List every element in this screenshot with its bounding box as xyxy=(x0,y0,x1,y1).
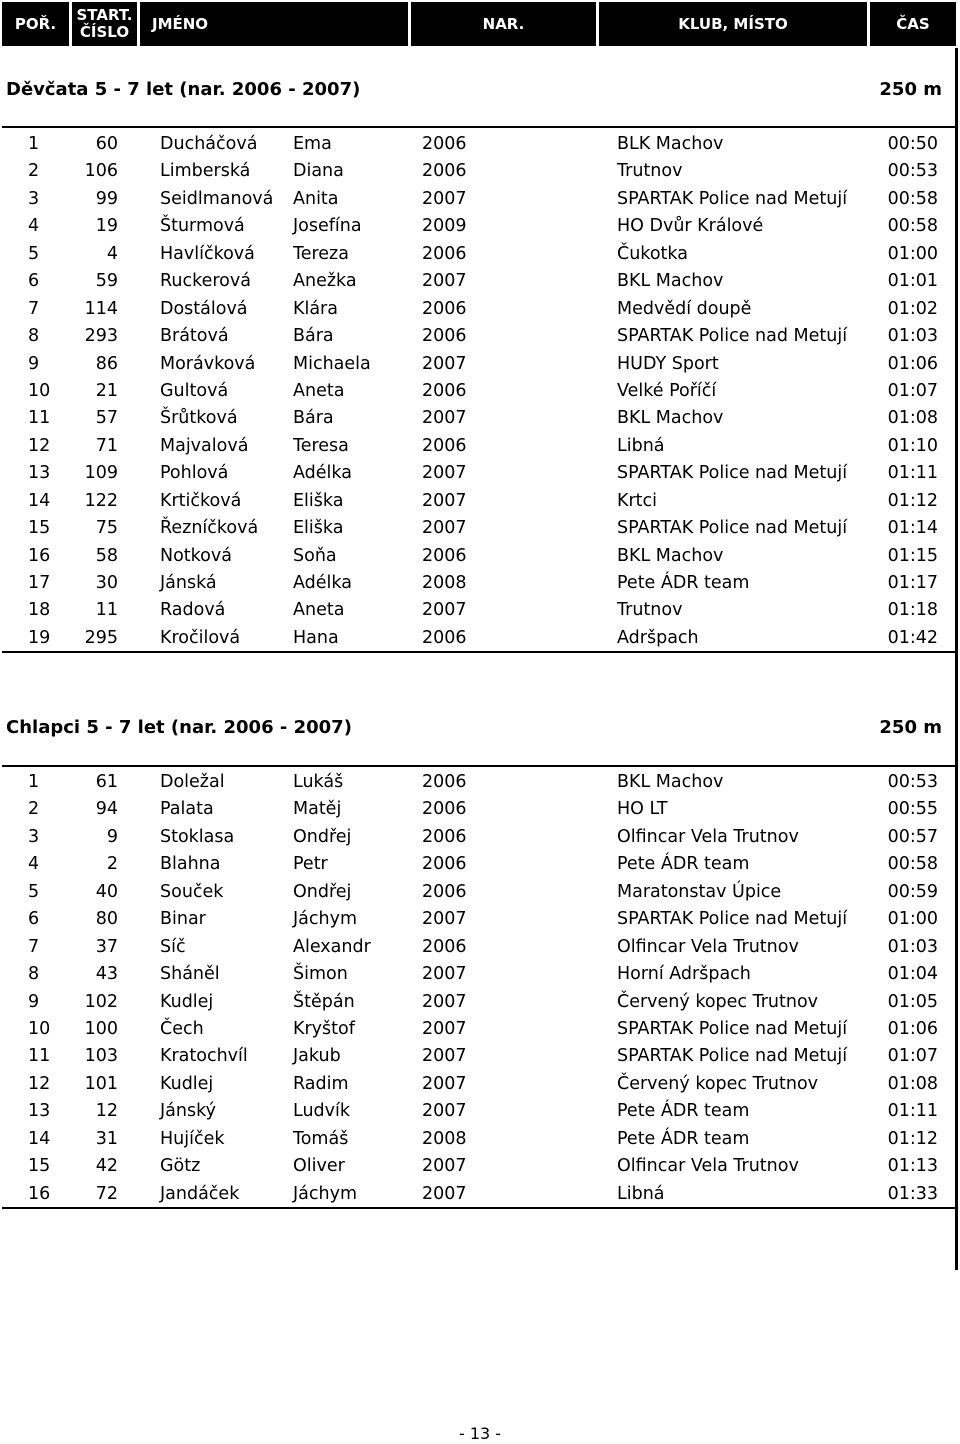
first-name-cell: Petr xyxy=(293,854,328,875)
table-row xyxy=(0,961,960,988)
table-row xyxy=(0,158,960,185)
first-name-cell: Ondřej xyxy=(293,881,352,902)
first-name-cell: Jáchym xyxy=(293,909,358,930)
time-cell: 01:08 xyxy=(887,1073,938,1094)
table-row xyxy=(0,131,960,158)
club-cell: Adršpach xyxy=(617,627,699,648)
year-cell: 2007 xyxy=(422,991,467,1012)
start-number-cell: 19 xyxy=(95,216,118,237)
year-cell: 2007 xyxy=(422,188,467,209)
last-name-cell: Kratochvíl xyxy=(160,1046,248,1067)
section-title: Chlapci 5 - 7 let (nar. 2006 - 2007) xyxy=(6,717,352,738)
club-cell: SPARTAK Police nad Metují xyxy=(617,463,848,484)
start-number-cell: 102 xyxy=(84,991,118,1012)
year-cell: 2006 xyxy=(422,298,467,319)
rank-cell: 5 xyxy=(28,243,40,264)
start-number-cell: 71 xyxy=(95,435,118,456)
last-name-cell: Jandáček xyxy=(160,1183,240,1204)
rank-cell: 4 xyxy=(28,216,40,237)
start-number-cell: 2 xyxy=(106,854,118,875)
rank-cell: 11 xyxy=(28,408,51,429)
year-cell: 2007 xyxy=(422,964,467,985)
year-cell: 2006 xyxy=(422,243,467,264)
first-name-cell: Tomáš xyxy=(293,1128,349,1149)
year-cell: 2006 xyxy=(422,134,467,154)
page-number: - 13 - xyxy=(458,1424,502,1443)
start-number-cell: 80 xyxy=(95,909,118,930)
table-header xyxy=(2,2,956,46)
time-cell: 01:07 xyxy=(887,380,938,401)
club-cell: Olfincar Vela Trutnov xyxy=(617,936,799,957)
table-row xyxy=(0,879,960,906)
time-cell: 01:06 xyxy=(887,1018,938,1039)
club-cell: Velké Poříčí xyxy=(617,380,717,401)
first-name-cell: Adélka xyxy=(293,573,352,593)
rank-cell: 16 xyxy=(28,1183,51,1204)
club-cell: Pete ÁDR team xyxy=(617,1128,750,1149)
year-cell: 2007 xyxy=(422,518,467,539)
first-name-cell: Bára xyxy=(293,326,334,347)
first-name-cell: Štěpán xyxy=(293,991,355,1012)
start-number-cell: 103 xyxy=(84,1046,118,1067)
start-number-cell: 42 xyxy=(95,1156,118,1177)
table-row xyxy=(0,268,960,295)
section-distance: 250 m xyxy=(879,717,942,738)
last-name-cell: Šturmová xyxy=(160,216,245,237)
time-cell: 00:59 xyxy=(887,881,938,902)
rank-cell: 5 xyxy=(28,881,40,902)
rank-cell: 8 xyxy=(28,964,40,985)
club-cell: Červený kopec Trutnov xyxy=(617,991,819,1012)
year-cell: 2006 xyxy=(422,799,467,820)
first-name-cell: Klára xyxy=(293,298,338,319)
start-number-cell: 60 xyxy=(95,134,118,154)
start-number-cell: 11 xyxy=(95,600,118,621)
table-row xyxy=(0,1016,960,1043)
start-number-cell: 21 xyxy=(95,380,118,401)
table-row xyxy=(0,323,960,350)
last-name-cell: Pohlová xyxy=(160,463,229,484)
club-cell: Krtci xyxy=(617,490,658,511)
rank-cell: 7 xyxy=(28,298,40,319)
year-cell: 2006 xyxy=(422,826,467,847)
club-cell: Olfincar Vela Trutnov xyxy=(617,1156,799,1177)
time-cell: 01:10 xyxy=(887,435,938,456)
year-cell: 2006 xyxy=(422,627,467,648)
start-number-cell: 9 xyxy=(106,826,118,847)
rank-cell: 16 xyxy=(28,545,51,566)
first-name-cell: Ludvík xyxy=(293,1101,350,1122)
last-name-cell: Sháněl xyxy=(160,964,220,985)
start-number-cell: 31 xyxy=(95,1128,118,1149)
club-cell: BKL Machov xyxy=(617,772,724,792)
time-cell: 01:06 xyxy=(887,353,938,374)
rank-cell: 7 xyxy=(28,936,40,957)
last-name-cell: Šrůtková xyxy=(160,408,238,429)
last-name-cell: Havlíčková xyxy=(160,243,255,264)
year-cell: 2007 xyxy=(422,1046,467,1067)
last-name-cell: Götz xyxy=(160,1156,201,1177)
year-cell: 2007 xyxy=(422,271,467,292)
year-cell: 2007 xyxy=(422,463,467,484)
year-cell: 2007 xyxy=(422,490,467,511)
club-cell: SPARTAK Police nad Metují xyxy=(617,518,848,539)
time-cell: 00:58 xyxy=(887,854,938,875)
first-name-cell: Kryštof xyxy=(293,1018,355,1039)
rank-cell: 19 xyxy=(28,627,51,648)
rank-cell: 17 xyxy=(28,573,51,593)
year-cell: 2007 xyxy=(422,1183,467,1204)
header-club: KLUB, MÍSTO xyxy=(599,2,870,46)
rank-cell: 2 xyxy=(28,799,40,820)
club-cell: SPARTAK Police nad Metují xyxy=(617,188,848,209)
first-name-cell: Jakub xyxy=(293,1046,341,1067)
club-cell: SPARTAK Police nad Metují xyxy=(617,326,848,347)
club-cell: Červený kopec Trutnov xyxy=(617,1073,819,1094)
first-name-cell: Diana xyxy=(293,161,344,182)
time-cell: 01:03 xyxy=(887,326,938,347)
time-cell: 01:12 xyxy=(887,490,938,511)
rank-cell: 14 xyxy=(28,490,51,511)
year-cell: 2007 xyxy=(422,600,467,621)
first-name-cell: Aneta xyxy=(293,600,345,621)
rank-cell: 4 xyxy=(28,854,40,875)
last-name-cell: Radová xyxy=(160,600,226,621)
first-name-cell: Adélka xyxy=(293,463,352,484)
table-row xyxy=(0,378,960,405)
last-name-cell: Doležal xyxy=(160,772,225,792)
table-row xyxy=(0,296,960,323)
time-cell: 01:01 xyxy=(887,271,938,292)
first-name-cell: Soňa xyxy=(293,545,337,566)
club-cell: SPARTAK Police nad Metují xyxy=(617,1046,848,1067)
table-row xyxy=(0,796,960,823)
last-name-cell: Notková xyxy=(160,545,232,566)
header-name: JMÉNO xyxy=(140,2,411,46)
time-cell: 01:03 xyxy=(887,936,938,957)
start-number-cell: 12 xyxy=(95,1101,118,1122)
year-cell: 2007 xyxy=(422,353,467,374)
club-cell: BKL Machov xyxy=(617,271,724,292)
club-cell: SPARTAK Police nad Metují xyxy=(617,909,848,930)
section-distance: 250 m xyxy=(879,79,942,100)
time-cell: 00:57 xyxy=(887,826,938,847)
club-cell: Trutnov xyxy=(617,161,683,182)
start-number-cell: 58 xyxy=(95,545,118,566)
time-cell: 01:11 xyxy=(887,463,938,484)
table-row xyxy=(0,934,960,961)
year-cell: 2007 xyxy=(422,1101,467,1122)
table-row xyxy=(0,906,960,933)
rank-cell: 6 xyxy=(28,271,40,292)
rank-cell: 8 xyxy=(28,326,40,347)
start-number-cell: 100 xyxy=(84,1018,118,1039)
rank-cell: 11 xyxy=(28,1046,51,1067)
last-name-cell: Majvalová xyxy=(160,435,249,456)
time-cell: 01:02 xyxy=(887,298,938,319)
table-row xyxy=(0,597,960,624)
club-cell: Libná xyxy=(617,1183,665,1204)
last-name-cell: Čech xyxy=(160,1018,204,1039)
table-row xyxy=(0,433,960,460)
last-name-cell: Řezníčková xyxy=(160,518,259,539)
year-cell: 2006 xyxy=(422,881,467,902)
start-number-cell: 75 xyxy=(95,518,118,539)
year-cell: 2006 xyxy=(422,772,467,792)
time-cell: 01:15 xyxy=(887,545,938,566)
table-row xyxy=(0,351,960,378)
time-cell: 01:12 xyxy=(887,1128,938,1149)
table-row xyxy=(0,543,960,570)
start-number-cell: 106 xyxy=(84,161,118,182)
club-cell: BKL Machov xyxy=(617,545,724,566)
section-title: Děvčata 5 - 7 let (nar. 2006 - 2007) xyxy=(6,79,361,100)
start-number-cell: 99 xyxy=(95,188,118,209)
first-name-cell: Anežka xyxy=(293,271,357,292)
year-cell: 2008 xyxy=(422,1128,467,1149)
year-cell: 2006 xyxy=(422,161,467,182)
time-cell: 00:50 xyxy=(887,134,938,154)
time-cell: 01:07 xyxy=(887,1046,938,1067)
table-row xyxy=(0,769,960,796)
first-name-cell: Michaela xyxy=(293,353,371,374)
first-name-cell: Hana xyxy=(293,627,339,648)
rank-cell: 12 xyxy=(28,435,51,456)
club-cell: Pete ÁDR team xyxy=(617,573,750,593)
table-row xyxy=(0,213,960,240)
start-number-cell: 72 xyxy=(95,1183,118,1204)
start-number-cell: 43 xyxy=(95,964,118,985)
rank-cell: 14 xyxy=(28,1128,51,1149)
start-number-cell: 295 xyxy=(84,627,118,648)
rank-cell: 1 xyxy=(28,772,40,792)
first-name-cell: Lukáš xyxy=(293,772,344,792)
time-cell: 01:11 xyxy=(887,1101,938,1122)
time-cell: 01:14 xyxy=(887,518,938,539)
rank-cell: 2 xyxy=(28,161,40,182)
time-cell: 01:05 xyxy=(887,991,938,1012)
rank-cell: 3 xyxy=(28,188,40,209)
first-name-cell: Šimon xyxy=(293,964,348,985)
time-cell: 00:53 xyxy=(887,772,938,792)
start-number-cell: 4 xyxy=(106,243,118,264)
rank-cell: 15 xyxy=(28,1156,51,1177)
club-cell: HUDY Sport xyxy=(617,353,719,374)
section-bottom-rule xyxy=(2,1207,956,1209)
first-name-cell: Josefína xyxy=(293,216,362,237)
section-bottom-rule xyxy=(2,651,956,653)
rank-cell: 13 xyxy=(28,1101,51,1122)
section-top-rule xyxy=(2,126,956,128)
last-name-cell: Seidlmanová xyxy=(160,188,274,209)
time-cell: 01:42 xyxy=(887,627,938,648)
last-name-cell: Stoklasa xyxy=(160,826,235,847)
last-name-cell: Ruckerová xyxy=(160,271,251,292)
header-rank: POŘ. xyxy=(2,2,72,46)
rank-cell: 10 xyxy=(28,380,51,401)
results-list xyxy=(0,769,960,1210)
year-cell: 2007 xyxy=(422,1073,467,1094)
start-number-cell: 122 xyxy=(84,490,118,511)
table-row xyxy=(0,460,960,487)
table-row xyxy=(0,1181,960,1208)
start-number-cell: 57 xyxy=(95,408,118,429)
header-start-number: START. ČÍSLO xyxy=(72,2,140,46)
year-cell: 2007 xyxy=(422,909,467,930)
table-row xyxy=(0,1126,960,1153)
time-cell: 01:00 xyxy=(887,243,938,264)
start-number-cell: 101 xyxy=(84,1073,118,1094)
club-cell: HO LT xyxy=(617,799,668,820)
rank-cell: 9 xyxy=(28,353,40,374)
time-cell: 01:13 xyxy=(887,1156,938,1177)
table-row xyxy=(0,1071,960,1098)
first-name-cell: Matěj xyxy=(293,799,342,820)
first-name-cell: Anita xyxy=(293,188,339,209)
club-cell: Pete ÁDR team xyxy=(617,1101,750,1122)
club-cell: Olfincar Vela Trutnov xyxy=(617,826,799,847)
time-cell: 01:17 xyxy=(887,573,938,593)
last-name-cell: Krtičková xyxy=(160,490,242,511)
table-row xyxy=(0,989,960,1016)
time-cell: 01:08 xyxy=(887,408,938,429)
start-number-cell: 30 xyxy=(95,573,118,593)
time-cell: 01:33 xyxy=(887,1183,938,1204)
year-cell: 2008 xyxy=(422,573,467,593)
table-row xyxy=(0,1043,960,1070)
first-name-cell: Ondřej xyxy=(293,826,352,847)
last-name-cell: Gultová xyxy=(160,380,229,401)
last-name-cell: Souček xyxy=(160,881,224,902)
first-name-cell: Ema xyxy=(293,134,332,154)
club-cell: HO Dvůr Králové xyxy=(617,216,764,237)
year-cell: 2006 xyxy=(422,854,467,875)
year-cell: 2007 xyxy=(422,408,467,429)
start-number-cell: 94 xyxy=(95,799,118,820)
club-cell: BLK Machov xyxy=(617,134,724,154)
time-cell: 01:04 xyxy=(887,964,938,985)
rank-cell: 15 xyxy=(28,518,51,539)
rank-cell: 13 xyxy=(28,463,51,484)
rank-cell: 1 xyxy=(28,134,40,154)
year-cell: 2006 xyxy=(422,545,467,566)
start-number-cell: 86 xyxy=(95,353,118,374)
rank-cell: 10 xyxy=(28,1018,51,1039)
year-cell: 2007 xyxy=(422,1156,467,1177)
first-name-cell: Alexandr xyxy=(293,936,371,957)
table-row xyxy=(0,1153,960,1180)
table-row xyxy=(0,1098,960,1125)
time-cell: 00:53 xyxy=(887,161,938,182)
first-name-cell: Tereza xyxy=(293,243,349,264)
table-row xyxy=(0,824,960,851)
year-cell: 2006 xyxy=(422,380,467,401)
last-name-cell: Palata xyxy=(160,799,214,820)
header-year: NAR. xyxy=(411,2,599,46)
rank-cell: 9 xyxy=(28,991,40,1012)
last-name-cell: Hujíček xyxy=(160,1128,225,1149)
time-cell: 01:18 xyxy=(887,600,938,621)
table-row xyxy=(0,515,960,542)
start-number-cell: 59 xyxy=(95,271,118,292)
table-row xyxy=(0,570,960,597)
last-name-cell: Kročilová xyxy=(160,627,241,648)
club-cell: Horní Adršpach xyxy=(617,964,751,985)
last-name-cell: Limberská xyxy=(160,161,251,182)
first-name-cell: Jáchym xyxy=(293,1183,358,1204)
year-cell: 2007 xyxy=(422,1018,467,1039)
first-name-cell: Eliška xyxy=(293,490,344,511)
time-cell: 01:00 xyxy=(887,909,938,930)
last-name-cell: Jánský xyxy=(160,1101,216,1122)
first-name-cell: Radim xyxy=(293,1073,349,1094)
table-row xyxy=(0,186,960,213)
club-cell: Čukotka xyxy=(617,243,688,264)
club-cell: BKL Machov xyxy=(617,408,724,429)
rank-cell: 6 xyxy=(28,909,40,930)
rank-cell: 3 xyxy=(28,826,40,847)
last-name-cell: Kudlej xyxy=(160,991,214,1012)
club-cell: SPARTAK Police nad Metují xyxy=(617,1018,848,1039)
start-number-cell: 37 xyxy=(95,936,118,957)
last-name-cell: Jánská xyxy=(160,573,217,593)
first-name-cell: Eliška xyxy=(293,518,344,539)
last-name-cell: Dostálová xyxy=(160,298,248,319)
year-cell: 2006 xyxy=(422,936,467,957)
section-top-rule xyxy=(2,765,956,767)
year-cell: 2006 xyxy=(422,435,467,456)
first-name-cell: Teresa xyxy=(293,435,349,456)
start-number-cell: 109 xyxy=(84,463,118,484)
first-name-cell: Oliver xyxy=(293,1156,345,1177)
last-name-cell: Binar xyxy=(160,909,206,930)
time-cell: 00:58 xyxy=(887,188,938,209)
time-cell: 00:58 xyxy=(887,216,938,237)
year-cell: 2006 xyxy=(422,326,467,347)
start-number-cell: 114 xyxy=(84,298,118,319)
club-cell: Medvědí doupě xyxy=(617,298,752,319)
header-time: ČAS xyxy=(870,2,956,46)
table-row xyxy=(0,625,960,652)
rank-cell: 18 xyxy=(28,600,51,621)
club-cell: Pete ÁDR team xyxy=(617,854,750,875)
rank-cell: 12 xyxy=(28,1073,51,1094)
results-list xyxy=(0,131,960,654)
start-number-cell: 293 xyxy=(84,326,118,347)
last-name-cell: Kudlej xyxy=(160,1073,214,1094)
club-cell: Libná xyxy=(617,435,665,456)
start-number-cell: 40 xyxy=(95,881,118,902)
year-cell: 2009 xyxy=(422,216,467,237)
table-row xyxy=(0,405,960,432)
club-cell: Maratonstav Úpice xyxy=(617,881,782,902)
first-name-cell: Aneta xyxy=(293,380,345,401)
last-name-cell: Blahna xyxy=(160,854,221,875)
last-name-cell: Brátová xyxy=(160,326,229,347)
club-cell: Trutnov xyxy=(617,600,683,621)
last-name-cell: Ducháčová xyxy=(160,134,258,154)
time-cell: 00:55 xyxy=(887,799,938,820)
table-row xyxy=(0,851,960,878)
table-row xyxy=(0,488,960,515)
last-name-cell: Síč xyxy=(160,936,186,957)
table-row xyxy=(0,241,960,268)
last-name-cell: Morávková xyxy=(160,353,256,374)
first-name-cell: Bára xyxy=(293,408,334,429)
start-number-cell: 61 xyxy=(95,772,118,792)
